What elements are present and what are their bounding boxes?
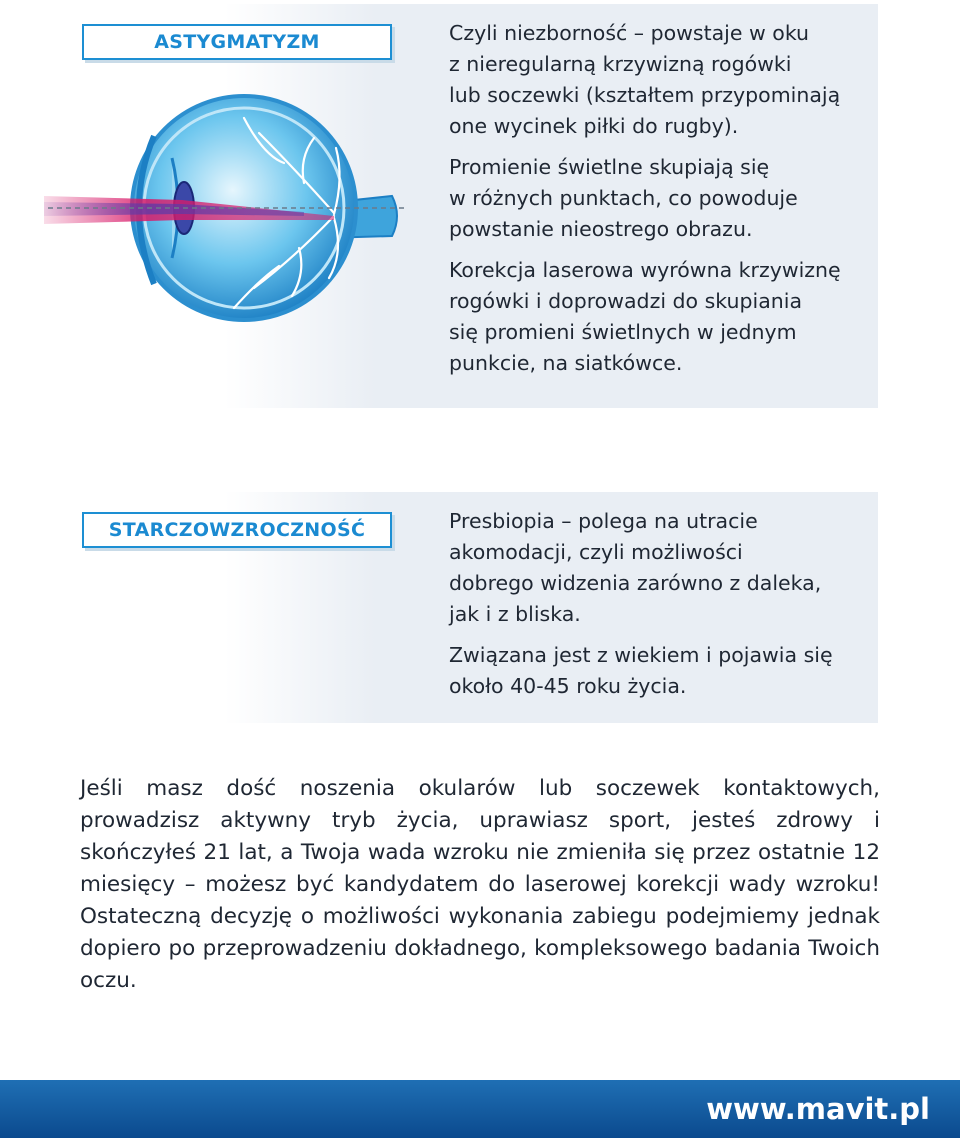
footer-bar	[0, 1080, 960, 1138]
section-label-presbyopia: STARCZOWZROCZNOŚĆ	[82, 512, 392, 548]
website-link[interactable]: www.mavit.pl	[706, 1092, 930, 1126]
paragraph: Korekcja laserowa wyrówna krzywiznę rogówki i doprowadzi do skupiania się promieni świetlnych w jednym punkcie, na siatkówce.	[449, 258, 841, 375]
presbyopia-description	[449, 506, 869, 712]
paragraph: Presbiopia – polega na utracie akomodacji, czyli możliwości dobrego widzenia zarówno z daleka, jak i z bliska.	[449, 509, 822, 626]
paragraph: Czyli niezborność – powstaje w oku z nieregularną krzywizną rogówki lub soczewki (kształtem przypominają one wycinek piłki do rugby).	[449, 21, 841, 138]
paragraph: Promienie świetlne skupiają się w różnych punktach, co powoduje powstanie nieostrego obrazu.	[449, 155, 798, 241]
section-label-astigmatism: ASTYGMATYZM	[82, 24, 392, 60]
candidate-info-paragraph: Jeśli masz dość noszenia okularów lub soczewek kontaktowych, prowadzisz aktywny tryb życia, uprawiasz sport, jesteś zdrowy i skończyłeś 21 lat, a Twoja wada wzroku nie zmieniła się przez ostatnie 12 miesięcy – możesz być kandydatem do laserowej korekcji wady wzroku! Ostateczną decyzję o możliwości wykonania zabiegu podejmiemy jednak dopiero po przeprowadzeniu dokładnego, kompleksowego badania Twoich oczu.	[80, 776, 880, 993]
eye-diagram	[44, 88, 414, 388]
paragraph: Związana jest z wiekiem i pojawia się około 40-45 roku życia.	[449, 643, 833, 698]
astigmatism-description	[449, 18, 869, 389]
